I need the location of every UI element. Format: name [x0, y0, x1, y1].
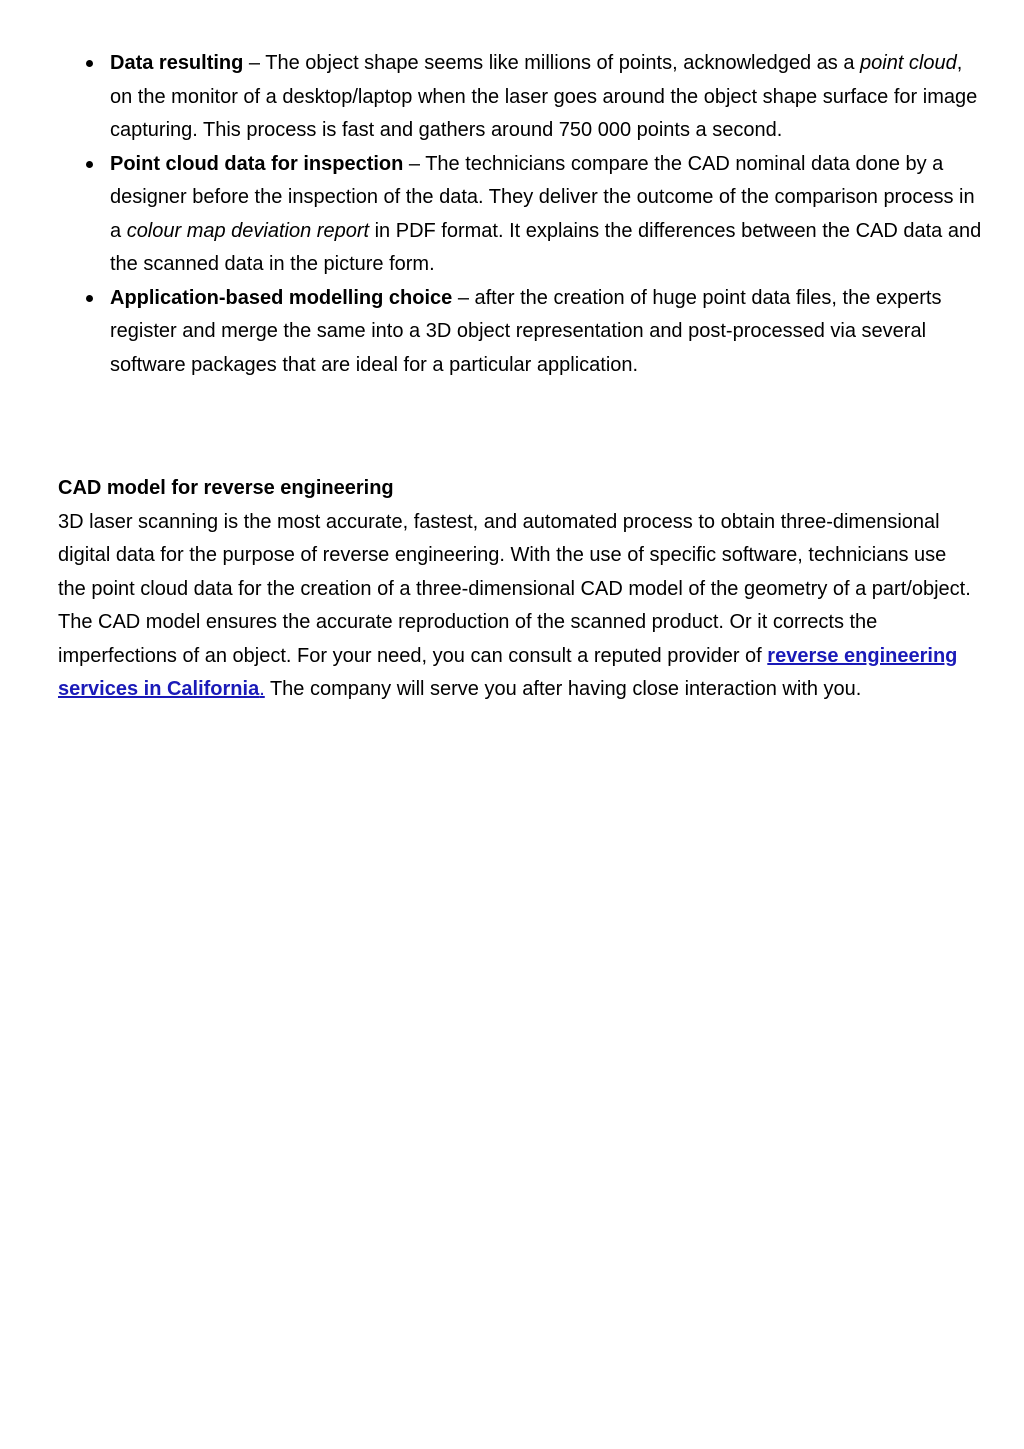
- bullet-icon: [86, 295, 93, 302]
- bullet-icon: [86, 161, 93, 168]
- bullet-italic-term: point cloud: [860, 52, 957, 74]
- bullet-italic-term: colour map deviation report: [126, 219, 370, 242]
- bullet-list: [110, 47, 990, 382]
- bullet-text: – The object shape seems like millions of points, acknowledged as a: [243, 52, 860, 74]
- list-item: [110, 47, 990, 148]
- bullet-term: Point cloud data for inspection: [110, 152, 404, 175]
- bullet-text: in PDF format. It explains the differences between the CAD data and the scanned data in the picture form.: [110, 219, 982, 275]
- link-text[interactable]: reverse engineering services in California: [58, 644, 958, 700]
- cad-model-section: [58, 472, 978, 707]
- list-item: [110, 282, 990, 383]
- section-text: 3D laser scanning is the most accurate, fastest, and automated process to obtain three-dimensional digital data for the purpose of reverse engineering. With the use of specific software, technicians use the point cloud data for the creation of a three-dimensional CAD model of the geometry of a part/object. The CAD model ensures the accurate reproduction of the scanned product. Or it corrects the imperfections of an object. For your need, you can consult a reputed provider of: [58, 510, 971, 667]
- link-trailing-period[interactable]: .: [259, 678, 265, 700]
- list-item: [110, 148, 990, 282]
- bullet-text: , on the monitor of a desktop/laptop when the laser goes around the object shape surface for image capturing. This process is fast and gathers around 750 000 points a second.: [110, 52, 978, 141]
- bullet-text: – after the creation of huge point data files, the experts register and merge the same into a 3D object representation and post-processed via several software packages that are ideal for a particular application.: [110, 286, 942, 376]
- bullet-text: – The technicians compare the CAD nominal data done by a designer before the inspection of the data. They deliver the outcome of the comparison process in a: [110, 152, 975, 242]
- section-text: The company will serve you after having close interaction with you.: [264, 678, 862, 700]
- section-heading: CAD model for reverse engineering: [58, 477, 394, 499]
- section-body: [58, 506, 978, 707]
- bullet-term: Data resulting: [110, 52, 244, 74]
- bullet-icon: [86, 60, 93, 67]
- bullet-term: Application-based modelling choice: [110, 286, 453, 309]
